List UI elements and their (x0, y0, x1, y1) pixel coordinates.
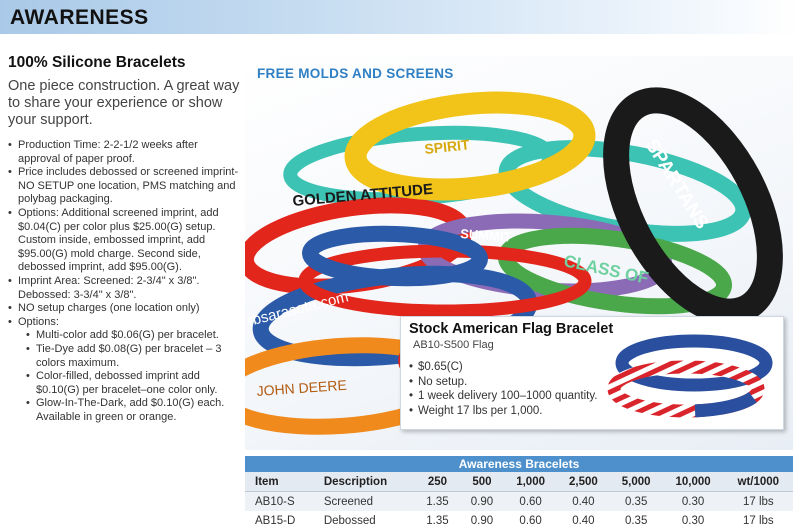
header-bar (0, 0, 800, 34)
table-cell: 0.60 (504, 492, 557, 512)
table-cell: 0.90 (470, 514, 494, 527)
table-cell: 0.40 (572, 514, 595, 527)
band-text-spartans: SPARTANS (640, 135, 713, 233)
column-header: 2,500 (557, 472, 610, 492)
table-caption: Awareness Bracelets (245, 456, 793, 472)
band-text-deere: JOHN DEERE (256, 376, 348, 399)
band-text-summit: SUMMIT (459, 226, 512, 245)
table-cell: 1.35 (415, 492, 460, 512)
column-header: Description (318, 472, 415, 492)
table-cell: 17 lbs (724, 492, 793, 512)
column-header: 1,000 (504, 472, 557, 492)
column-header: 10,000 (663, 472, 724, 492)
table-cell: 0.35 (610, 492, 663, 512)
band-text-golden: GOLDEN ATTITUDE (291, 180, 434, 210)
table-cell: 1.35 (426, 514, 449, 527)
feature-list (8, 139, 240, 424)
column-header: 5,000 (610, 472, 663, 492)
table-cell: 0.30 (663, 492, 724, 512)
list-item: • Production Time: 2-2-1/2 weeks after approval of paper proof. (8, 139, 240, 166)
column-header: wt/1000 (724, 472, 793, 492)
product-intro: One piece construction. A great way to share your experience or show your support. (8, 78, 240, 128)
list-item: • Options: Additional screened imprint, add $0.04(C) per color plus $25.00(G) setup. Custom inside, embossed imprint, add $95.00(G) mold charge. Second side, debossed imprint, add $95.00(G). (8, 207, 240, 275)
product-title: 100% Silicone Bracelets (8, 54, 186, 71)
table-cell: 0.40 (557, 492, 610, 512)
table-cell: 0.90 (460, 492, 505, 512)
flag-bracelet-card (400, 316, 784, 430)
page-title: AWARENESS (10, 6, 149, 29)
band-text-website: rbsarasota.com (245, 288, 351, 330)
table-cell: 0.60 (519, 514, 542, 527)
flag-bracelet-icon (606, 325, 778, 425)
table-cell: 17 lbs (742, 514, 774, 527)
column-header: 250 (415, 472, 460, 492)
table-cell: AB10-S (245, 492, 318, 512)
table-row (245, 492, 793, 512)
band-text-spirit: SPIRIT (423, 136, 471, 157)
table-cell: AB15-D (255, 514, 296, 527)
column-header: Item (245, 472, 318, 492)
flag-bracelet-title: Stock American Flag Bracelet (409, 321, 614, 337)
list-item: • Tie-Dye add $0.08(G) per bracelet – 3 colors maximum. (26, 343, 240, 370)
list-item: • $0.65(C) (409, 360, 597, 375)
band-text-class: CLASS OF (562, 251, 651, 288)
table-row (245, 511, 793, 530)
price-table (245, 456, 793, 530)
column-header: 500 (460, 472, 505, 492)
list-item: • NO setup charges (one location only) (8, 302, 240, 316)
options-label: Options: (18, 315, 59, 328)
product-description (8, 54, 240, 424)
table-cell: Debossed (323, 514, 376, 527)
flag-bracelet-sku: AB10-S500 Flag (413, 339, 494, 351)
list-item (8, 316, 240, 425)
list-item: • Glow-In-The-Dark, add $0.10(G) each. Available in green or orange. (26, 397, 240, 424)
table-cell: 0.35 (624, 514, 648, 527)
table-header-row (245, 472, 793, 492)
table-cell: 0.30 (681, 514, 705, 527)
options-list (18, 329, 240, 424)
list-item: • Price includes debossed or screened imprint-NO SETUP one location, PMS matching and polybag packaging. (8, 166, 240, 207)
table-cell: Screened (318, 492, 415, 512)
list-item: • Weight 17 lbs per 1,000. (409, 404, 597, 419)
list-item: • Imprint Area: Screened: 2-3/4" x 3/8". Debossed: 3-3/4" x 3/8". (8, 275, 240, 302)
list-item: • 1 week delivery 100–1000 quantity. (409, 389, 597, 404)
photo-caption: FREE MOLDS AND SCREENS (257, 66, 454, 81)
table-caption-row (245, 456, 793, 472)
flag-bracelet-details (409, 360, 597, 418)
list-item: • Multi-color add $0.06(G) per bracelet. (26, 329, 240, 343)
list-item: • No setup. (409, 375, 597, 390)
list-item: • Color-filled, debossed imprint add $0.10(G) per bracelet–one color only. (26, 370, 240, 397)
